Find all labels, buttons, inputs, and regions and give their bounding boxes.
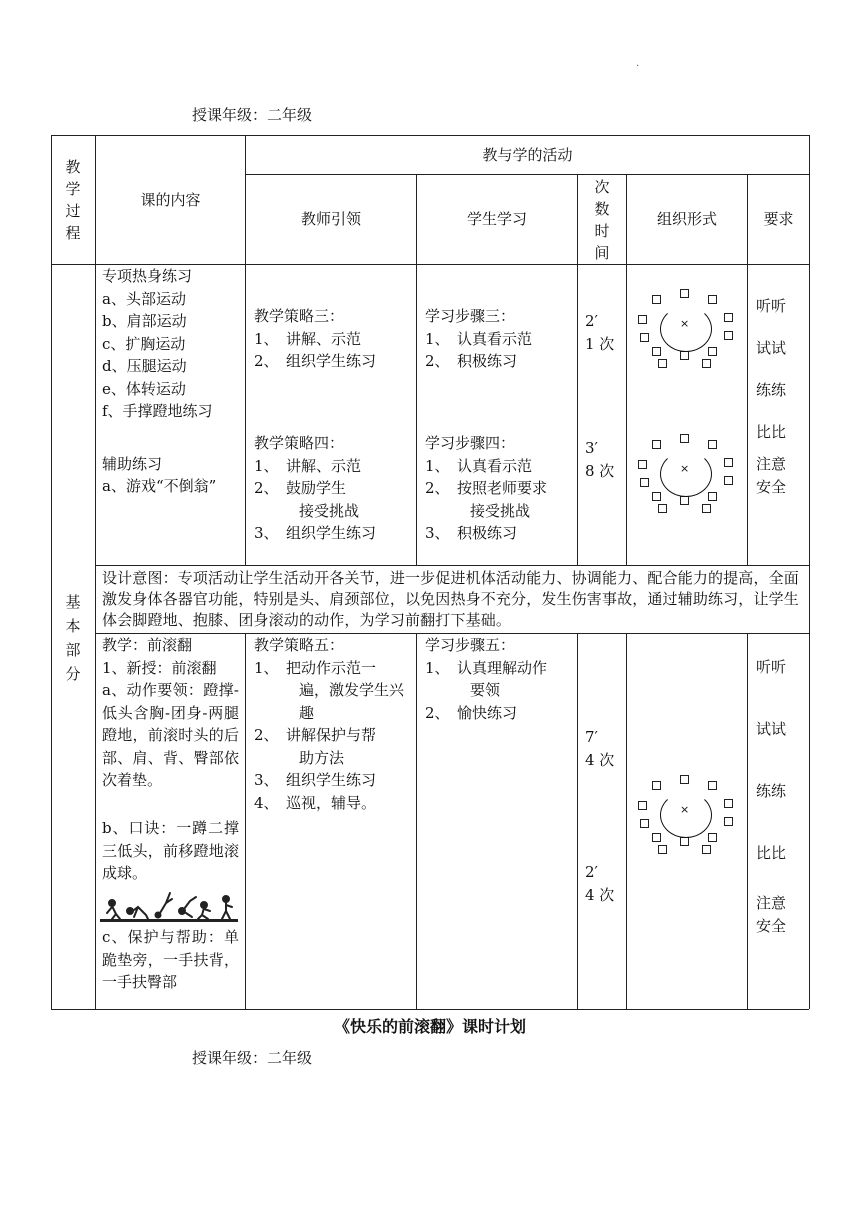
student-marker-icon xyxy=(724,476,733,485)
student-marker-icon xyxy=(652,492,661,501)
time-value: 3′ xyxy=(585,439,598,457)
step-line: 学习步骤五： xyxy=(425,636,516,654)
row2-content-key-points: a、动作要领：蹬撑-低头含胸-团身-两腿蹬地，前滚时头的后部、肩、背、臀部依次着垫。 xyxy=(102,681,239,789)
teacher-position-mark: × xyxy=(680,462,690,475)
student-marker-icon xyxy=(638,460,647,469)
student-marker-icon xyxy=(680,434,689,443)
header-times-char: 时 xyxy=(594,222,610,240)
learning-step-4 xyxy=(425,432,547,545)
strategy-line: 4、 巡视，辅导。 xyxy=(254,793,377,812)
time-value: 7′ xyxy=(585,728,598,746)
count-value: 1 次 xyxy=(585,334,615,353)
student-marker-icon xyxy=(724,817,733,826)
teaching-strategy-5 xyxy=(254,634,404,814)
student-marker-icon xyxy=(708,833,717,842)
section-label-char: 基 xyxy=(65,593,81,611)
requirement-item: 比比 xyxy=(756,844,787,862)
strategy-line: 1、 讲解、示范 xyxy=(254,329,362,348)
header-times-char: 间 xyxy=(594,244,610,262)
student-marker-icon xyxy=(702,845,711,854)
teaching-strategy-4 xyxy=(254,432,376,545)
header-times-char: 次 xyxy=(594,178,610,196)
student-marker-icon xyxy=(658,845,667,854)
learning-step-3 xyxy=(425,305,532,373)
design-intent: 设计意图：专项活动让学生活动开各关节，进一步促进机体活动能力、协调能力、配合能力的提高，全面激发身体各器官功能，特别是头、肩颈部位，以免因热身不充分，发生伤害事故，通过辅助练习，让学生体会脚蹬地、抱膝、团身滚动的动作，为学习前翻打下基础。 xyxy=(102,569,799,629)
requirement-item: 练练 xyxy=(756,782,787,800)
forward-roll-sequence-figure xyxy=(100,889,238,925)
step-line: 2、 积极练习 xyxy=(425,352,518,370)
row2-content-protection: c、保护与帮助：单跪垫旁，一手扶背，一手扶臀部 xyxy=(102,928,239,991)
formation-diagram-3 xyxy=(636,773,744,863)
student-marker-icon xyxy=(680,837,689,846)
strategy-line: 2、 鼓励学生 xyxy=(254,479,347,497)
row2-content-mnemonic: b、口诀：一蹲二撑三低头，前移蹬地滚成球。 xyxy=(102,819,239,882)
content-line: c、扩胸运动 xyxy=(102,334,186,353)
teaching-strategy-3 xyxy=(254,305,376,373)
content-line: a、游戏“不倒翁” xyxy=(102,477,217,495)
student-marker-icon xyxy=(724,799,733,808)
step-line: 2、 愉快练习 xyxy=(425,703,518,722)
formation-diagram-1 xyxy=(636,287,744,377)
student-marker-icon xyxy=(640,819,649,828)
student-marker-icon xyxy=(638,801,647,810)
requirement-item: 试试 xyxy=(756,720,787,738)
header-times xyxy=(582,176,622,264)
learning-step-5 xyxy=(425,634,547,724)
student-marker-icon xyxy=(724,458,733,467)
row2-requirements xyxy=(756,636,786,938)
teacher-position-mark: × xyxy=(680,317,690,330)
count-value: 4 次 xyxy=(585,750,615,769)
strategy-line: 2、 讲解保护与帮 xyxy=(254,726,377,744)
section-label-char: 部 xyxy=(65,641,81,659)
content-line: b、肩部运动 xyxy=(102,312,187,330)
header-activity: 教与学的活动 xyxy=(482,146,573,164)
time-count-4 xyxy=(585,861,614,906)
strategy-line: 1、 把动作示范一 xyxy=(254,658,377,677)
step-line: 要领 xyxy=(425,681,501,699)
student-marker-icon xyxy=(652,440,661,449)
header-organization: 组织形式 xyxy=(656,210,717,228)
requirement-item: 注意 xyxy=(756,894,787,912)
section-label-char: 本 xyxy=(65,617,81,635)
requirement-item: 练练 xyxy=(756,381,787,399)
step-line: 1、 认真理解动作 xyxy=(425,658,548,677)
header-process xyxy=(53,156,93,244)
header-times-char: 数 xyxy=(594,200,610,218)
header-process-char: 程 xyxy=(65,224,81,242)
step-line: 1、 认真看示范 xyxy=(425,456,533,475)
strategy-line: 3、 组织学生练习 xyxy=(254,524,377,542)
step-line: 2、 按照老师要求 xyxy=(425,479,548,497)
header-process-char: 过 xyxy=(65,202,81,220)
row2-content-top xyxy=(102,634,217,679)
requirement-item: 听听 xyxy=(756,297,787,315)
student-marker-icon xyxy=(708,440,717,449)
strategy-line: 趣 xyxy=(254,703,315,722)
content-line: e、体转运动 xyxy=(102,379,186,398)
student-marker-icon xyxy=(658,359,667,368)
student-marker-icon xyxy=(658,504,667,513)
content-line: f、手撑蹬地练习 xyxy=(102,402,213,420)
step-line: 3、 积极练习 xyxy=(425,524,518,542)
step-line: 接受挑战 xyxy=(425,501,531,520)
step-line: 1、 认真看示范 xyxy=(425,329,533,348)
student-marker-icon xyxy=(652,295,661,304)
requirement-item: 听听 xyxy=(756,658,787,676)
requirement-item: 比比 xyxy=(756,423,787,441)
strategy-line: 2、 组织学生练习 xyxy=(254,352,377,370)
student-marker-icon xyxy=(640,333,649,342)
row1-requirements xyxy=(756,285,786,499)
step-line: 学习步骤三： xyxy=(425,307,516,325)
student-marker-icon xyxy=(652,781,661,790)
header-teacher: 教师引领 xyxy=(300,210,361,228)
page-marker: . xyxy=(636,58,640,69)
requirement-item: 安全 xyxy=(756,478,787,496)
time-count-2 xyxy=(585,437,614,482)
time-count-1 xyxy=(585,310,614,355)
student-marker-icon xyxy=(708,492,717,501)
requirement-item: 注意 xyxy=(756,455,787,473)
student-marker-icon xyxy=(640,478,649,487)
content-line: 专项热身练习 xyxy=(102,267,193,285)
grade-line-bottom: 授课年级：二年级 xyxy=(192,1049,313,1067)
content-line: 1、新授：前滚翻 xyxy=(102,658,217,677)
student-marker-icon xyxy=(708,347,717,356)
strategy-line: 助方法 xyxy=(254,748,345,767)
count-value: 4 次 xyxy=(585,885,615,904)
document-title: 《快乐的前滚翻》课时计划 xyxy=(333,1017,526,1036)
content-line: 辅助练习 xyxy=(102,454,163,473)
step-line: 学习步骤四： xyxy=(425,434,516,452)
content-line: a、头部运动 xyxy=(102,289,186,308)
grade-line-top: 授课年级：二年级 xyxy=(192,106,313,124)
student-marker-icon xyxy=(638,315,647,324)
count-value: 8 次 xyxy=(585,461,615,480)
strategy-line: 1、 讲解、示范 xyxy=(254,456,362,475)
student-marker-icon xyxy=(680,496,689,505)
content-line: 教学：前滚翻 xyxy=(102,636,193,654)
student-marker-icon xyxy=(724,331,733,340)
header-process-char: 学 xyxy=(65,180,81,198)
section-label-basic xyxy=(53,590,93,686)
strategy-line: 教学策略四： xyxy=(254,434,345,452)
student-marker-icon xyxy=(702,504,711,513)
section-label-char: 分 xyxy=(65,665,81,683)
strategy-line: 教学策略三： xyxy=(254,307,345,325)
header-content: 课的内容 xyxy=(140,191,201,209)
student-marker-icon xyxy=(680,289,689,298)
student-marker-icon xyxy=(652,347,661,356)
student-marker-icon xyxy=(652,833,661,842)
student-marker-icon xyxy=(708,295,717,304)
requirement-item: 试试 xyxy=(756,339,787,357)
student-marker-icon xyxy=(702,359,711,368)
student-marker-icon xyxy=(708,781,717,790)
formation-diagram-2 xyxy=(636,432,744,522)
strategy-line: 3、 组织学生练习 xyxy=(254,771,377,789)
row1-content xyxy=(102,265,216,498)
content-line: d、压腿运动 xyxy=(102,357,187,375)
strategy-line: 接受挑战 xyxy=(254,501,360,520)
student-marker-icon xyxy=(680,775,689,784)
student-marker-icon xyxy=(724,313,733,322)
time-count-3 xyxy=(585,726,614,771)
requirement-item: 安全 xyxy=(756,917,787,935)
header-requirement: 要求 xyxy=(763,210,794,228)
teacher-position-mark: × xyxy=(680,803,690,816)
strategy-line: 教学策略五： xyxy=(254,636,345,654)
header-student: 学生学习 xyxy=(466,210,527,228)
header-process-char: 教 xyxy=(65,158,81,176)
student-marker-icon xyxy=(680,351,689,360)
time-value: 2′ xyxy=(585,312,598,330)
strategy-line: 遍，激发学生兴 xyxy=(254,681,405,699)
time-value: 2′ xyxy=(585,863,598,881)
